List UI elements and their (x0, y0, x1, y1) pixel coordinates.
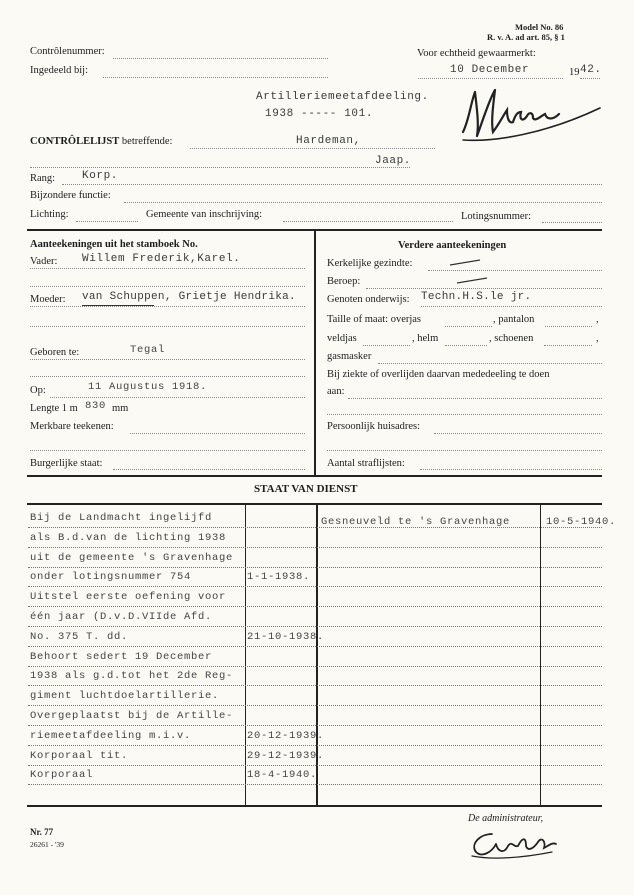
staat-col-divider-1 (245, 504, 246, 805)
functie-line (124, 202, 602, 203)
staat-row-date: 20-12-1939. (247, 729, 325, 742)
staat-right-date: 10-5-1940. (546, 516, 617, 528)
lengte-label: Lengte 1 m (30, 403, 78, 414)
vader-value: Willem Frederik,Karel. (82, 253, 241, 265)
signature-top (455, 80, 605, 160)
print-code: 26261 - '39 (30, 840, 64, 849)
overjas-line (445, 326, 492, 327)
geboren-value: Tegal (130, 344, 166, 356)
gemeente-line (283, 221, 453, 222)
staat-row-line (28, 626, 602, 627)
year-prefix: 19 (569, 67, 580, 78)
vader-line-2 (30, 286, 305, 287)
kerkelijke-label: Kerkelijke gezindte: (327, 258, 413, 269)
staat-row-line (28, 765, 602, 766)
certification-date: 10 December (450, 64, 530, 76)
merkbare-line (130, 433, 305, 434)
burgerlijke-label: Burgerlijke staat: (30, 458, 103, 469)
merkbare-label: Merkbare teekenen: (30, 421, 114, 432)
rva-reference: R. v. A. ad art. 85, § 1 (487, 32, 565, 42)
staat-row-line (28, 586, 602, 587)
merkbare-line-2 (30, 450, 305, 451)
staat-heading: STAAT VAN DIENST (254, 483, 358, 495)
model-number: Model No. 86 (515, 22, 564, 32)
date-line (418, 78, 563, 79)
staat-top-border (27, 503, 602, 505)
staat-row-line (28, 685, 602, 686)
year-suffix: 42. (580, 64, 602, 76)
kerkelijke-dash (448, 258, 488, 268)
ingedeeld-line (103, 77, 328, 78)
staat-row-text: Bij de Landmacht ingelijfd (30, 512, 213, 524)
schoenen-line (544, 345, 592, 346)
veldjas-line (363, 345, 410, 346)
geboren-line (30, 359, 305, 360)
aan-line-2 (327, 414, 602, 415)
controlenummer-label: Contrôlenummer: (30, 46, 105, 57)
staat-col-divider-3 (540, 504, 541, 805)
genoten-value: Techn.H.S.le jr. (421, 291, 532, 303)
echtheid-label: Voor echtheid gewaarmerkt: (417, 48, 536, 59)
staat-row-text: Korporaal (30, 769, 94, 782)
functie-label: Bijzondere functie: (30, 190, 111, 201)
lengte-value: 830 (85, 400, 107, 412)
staat-row-date: 18-4-1940. (247, 769, 318, 782)
staat-row-text: Overgeplaatst bij de Artille- (30, 710, 234, 722)
stamboek-heading: Aanteekeningen uit het stamboek No. (30, 239, 198, 250)
staat-row-line (28, 606, 602, 607)
year-line (580, 78, 600, 79)
staat-row-text: onder lotingsnummer 754 (30, 571, 192, 584)
unit-number: 1938 ----- 101. (265, 108, 374, 120)
moeder-value: van Schuppen, Grietje Hendrika. (82, 291, 296, 303)
staat-row-line (28, 547, 602, 548)
ziekte-label: Bij ziekte of overlijden daarvan mededeeling te doen (327, 369, 550, 380)
beroep-line (366, 288, 602, 289)
staat-row-text: 1938 als g.d.tot het 2de Reg- (30, 670, 234, 683)
staat-row-date: 1-1-1938. (247, 571, 311, 584)
staat-row-date: 21-10-1938. (247, 630, 325, 643)
firstname: Jaap. (375, 155, 412, 167)
ingedeeld-label: Ingedeeld bij: (30, 65, 89, 76)
name-line (30, 167, 410, 168)
controlelijst-label: CONTRÔLELIJST (30, 136, 120, 147)
staat-row-text: riemeetafdeeling m.i.v. (30, 729, 192, 742)
huisadres-line (434, 433, 602, 434)
op-label: Op: (30, 385, 46, 396)
controlenummer-line (113, 58, 328, 59)
staat-row-text: Uitstel eerste oefening voor (30, 591, 227, 604)
rang-label: Rang: (30, 173, 56, 184)
aan-label: aan: (327, 386, 345, 397)
staat-row-line (28, 745, 602, 746)
beroep-label: Beroep: (327, 276, 361, 287)
staat-row-text: Behoort sedert 19 December (30, 650, 213, 663)
lengte-unit: mm (112, 403, 129, 414)
burgerlijke-line (113, 469, 305, 470)
gasmasker-label: gasmasker (327, 351, 372, 362)
vader-label: Vader: (30, 256, 58, 267)
signature-bottom (462, 824, 572, 864)
beroep-dash (455, 276, 495, 286)
geboren-label: Geboren te: (30, 347, 80, 358)
controlelijst-line (190, 148, 435, 149)
comma-2: , (596, 333, 599, 344)
unit-name: Artilleriemeetafdeeling. (256, 91, 429, 103)
moeder-label: Moeder: (30, 294, 66, 305)
vader-line (30, 268, 305, 269)
pantalon-line (545, 326, 592, 327)
helm-label: , helm (412, 333, 439, 344)
staat-row-line (28, 725, 602, 726)
staat-row-line (28, 567, 602, 568)
lichting-label: Lichting: (30, 209, 69, 220)
lotingsnummer-line (542, 222, 602, 223)
staat-row-text: uit de gemeente 's Gravenhage (30, 551, 234, 564)
schoenen-label: , schoenen (489, 333, 534, 344)
kerkelijke-line (428, 270, 602, 271)
staat-row-text: Korporaal tit. (30, 749, 129, 762)
staat-row-line (28, 527, 602, 528)
lichting-line (76, 221, 138, 222)
straflijsten-label: Aantal straflijsten: (327, 458, 405, 469)
rang-line (62, 184, 602, 185)
staat-row-text: giment luchtdoelartillerie. (30, 690, 220, 703)
staat-right-text: Gesneuveld te 's Gravenhage (321, 516, 511, 528)
staat-row-text: één jaar (D.v.D.VIIde Afd. (30, 611, 213, 623)
box-bottom-border (27, 475, 602, 477)
op-value: 11 Augustus 1918. (88, 381, 208, 393)
staat-row-text: No. 375 T. dd. (30, 630, 129, 643)
verdere-heading: Verdere aanteekeningen (398, 240, 507, 251)
staat-row-text: als B.d.van de lichting 1938 (30, 531, 227, 544)
straflijsten-line (420, 469, 602, 470)
surname: Hardeman, (296, 135, 361, 147)
rang-value: Korp. (82, 170, 119, 182)
form-number: Nr. 77 (30, 827, 54, 837)
staat-bottom-border (27, 805, 602, 807)
huisadres-label: Persoonlijk huisadres: (327, 421, 421, 432)
staat-row-line (28, 705, 602, 706)
veldjas-label: veldjas (327, 333, 357, 344)
controlelijst-heading (30, 136, 172, 147)
staat-row-line (28, 646, 602, 647)
taille-label: Taille of maat: overjas (327, 314, 422, 325)
genoten-line (421, 306, 602, 307)
staat-row-line (28, 666, 602, 667)
box-divider (314, 230, 316, 475)
gasmasker-line (378, 363, 602, 364)
lotingsnummer-label: Lotingsnummer: (461, 211, 531, 222)
helm-line (445, 345, 487, 346)
administrateur-label: De administrateur, (468, 813, 543, 824)
op-line (50, 397, 305, 398)
pantalon-label: , pantalon (493, 314, 535, 325)
aan-line (348, 398, 602, 399)
genoten-label: Genoten onderwijs: (327, 294, 410, 305)
betreffende-label: betreffende: (121, 136, 173, 147)
huisadres-line-2 (327, 450, 602, 451)
moeder-line-2 (30, 326, 305, 327)
staat-row-date: 29-12-1939. (247, 749, 325, 762)
moeder-line (30, 306, 305, 307)
staat-row-line (28, 784, 602, 785)
comma-1: , (596, 314, 599, 325)
geboren-line-2 (30, 376, 305, 377)
gemeente-label: Gemeente van inschrijving: (146, 209, 263, 220)
